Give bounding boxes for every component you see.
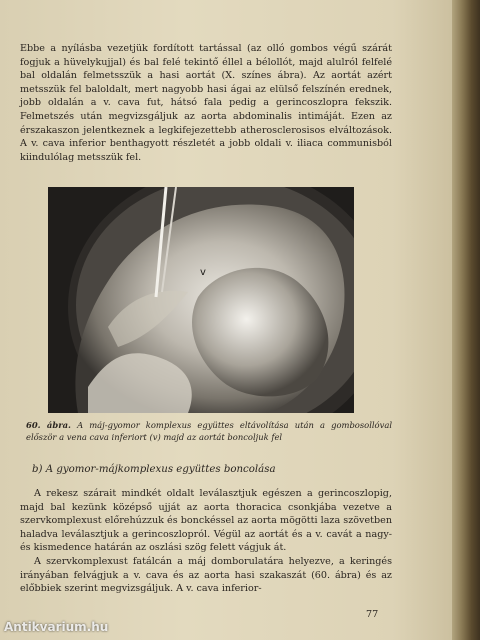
- section-heading: b) A gyomor-májkomplexus együttes boncolása: [32, 464, 276, 475]
- figure-label: 60. ábra.: [26, 420, 71, 430]
- figure-caption-text: A máj-gyomor komplexus együttes eltávolítása után a gombosollóval először a vena cava inferiort (v) majd az aortát boncoljuk fel: [26, 420, 392, 442]
- paragraph-3: A szervkomplexust fatálcán a máj domborulatára helyezve, a keringés irányában felvágjuk a v. cava és az aorta hasi szakaszát (60. ábra) és az előbbiek szerint megvizsgáljuk. A v. cava inferior-: [20, 556, 392, 595]
- figure-caption: [26, 420, 392, 443]
- watermark-logo: Antikvarium.hu: [4, 620, 109, 634]
- figure-photo: [48, 187, 354, 413]
- book-spine: [452, 0, 480, 640]
- figure-60-image: [48, 187, 354, 413]
- body-text-block-3: [20, 555, 392, 596]
- page-number: 77: [366, 609, 379, 620]
- figure-marker-v: v: [200, 267, 206, 278]
- body-text-block-1: [20, 42, 392, 164]
- paragraph-2: A rekesz szárait mindkét oldalt leválasztjuk egészen a gerincoszlopig, majd bal kezünk középső ujját az aorta thoracica csonkjába vezetve a szervkomplexust előrehúzzuk és bonckéssel az aorta mögötti laza szövetben haladva leválasztjuk a gerincoszlopról. Végül az aortát és a v. cavát a nagy- és kismedence határán az oszlási szög felett vágjuk át.: [20, 488, 392, 554]
- body-text-block-2: [20, 487, 392, 555]
- paragraph-1: Ebbe a nyílásba vezetjük fordított tartással (az olló gombos végű szárát fogjuk a hüvelykujjal) és bal felé tekintő éllel a bélollót, majd alulról felfelé bal oldalán felmetsszük a hasi aortát (X. színes ábra). Az aortát azért metsszük fel baloldalt, mert nagyobb hasi ágai az elülső felszínén erednek, jobb oldalán a v. cava fut, hátsó fala pedig a gerincoszlopra fekszik. Felmetszés után megvizsgáljuk az aorta abdominalis intimáját. Ezen az érszakaszon jelentkeznek a legkifejezettebb atherosclerosisos elváltozások. A v. cava inferior benthagyott részletét a jobb oldali v. iliaca communisból kiindulólag metsszük fel.: [20, 43, 392, 163]
